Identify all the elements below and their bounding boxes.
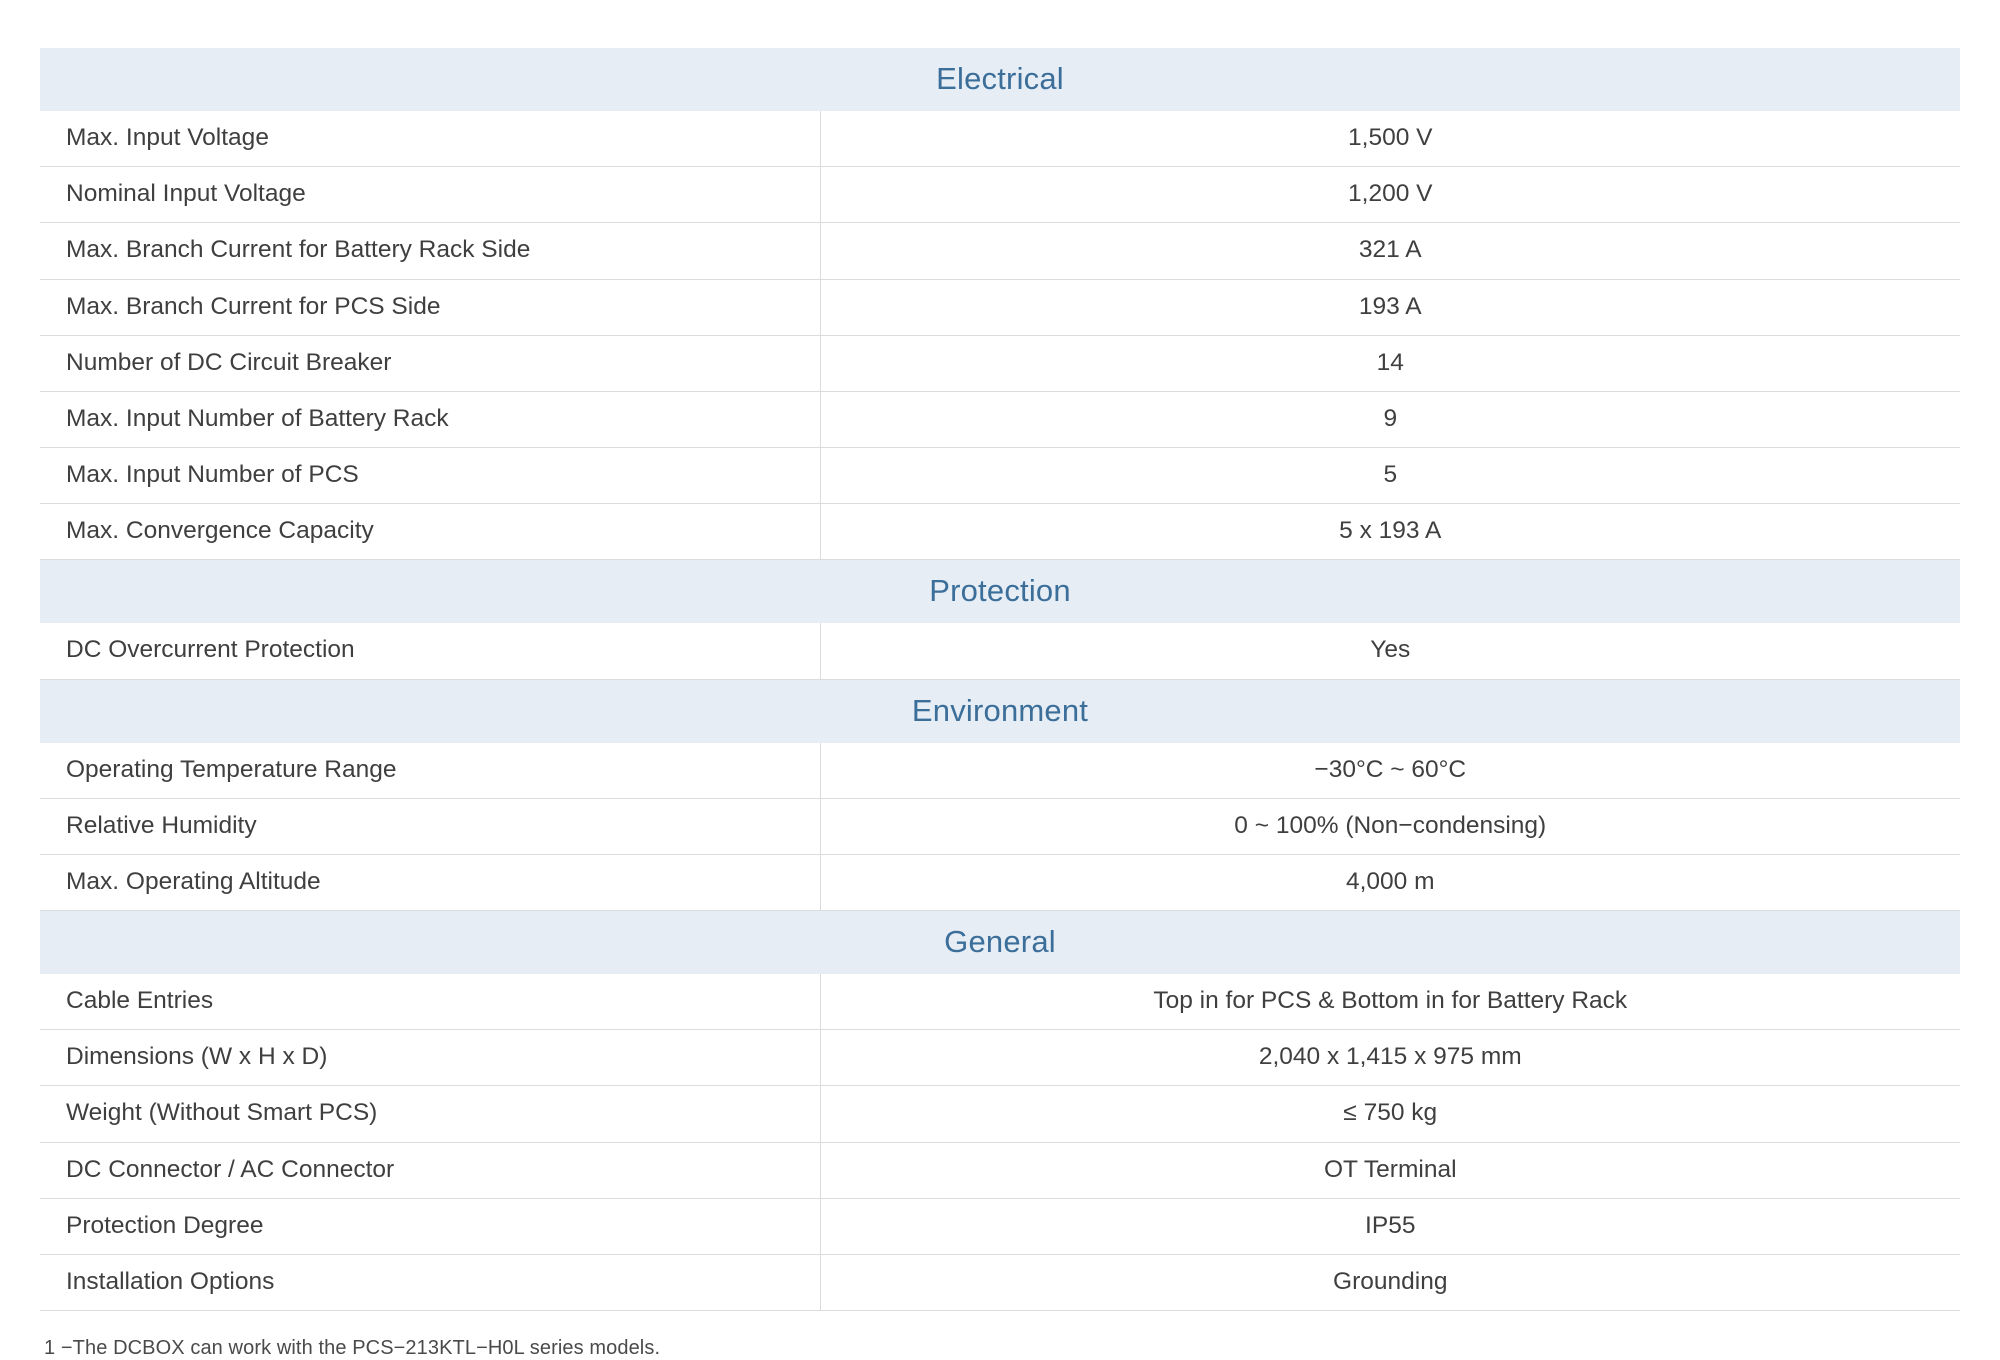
spec-label: Installation Options [40,1254,820,1310]
spec-label: Weight (Without Smart PCS) [40,1086,820,1142]
table-row [40,1254,1960,1310]
table-row [40,167,1960,223]
table-row [40,111,1960,167]
spec-value: 321 A [820,223,1960,279]
table-row [40,1142,1960,1198]
table-row [40,279,1960,335]
spec-label: Dimensions (W x H x D) [40,1030,820,1086]
spec-value: Yes [820,623,1960,679]
table-row [40,335,1960,391]
section-title: Protection [40,560,1960,624]
table-body [40,48,1960,1311]
spec-label: Cable Entries [40,974,820,1030]
table-row [40,743,1960,799]
spec-label: Max. Operating Altitude [40,854,820,910]
spec-label: Max. Input Voltage [40,111,820,167]
spec-label: Max. Input Number of PCS [40,448,820,504]
specification-table [40,48,1960,1311]
spec-label: Number of DC Circuit Breaker [40,335,820,391]
spec-value: Grounding [820,1254,1960,1310]
spec-label: Max. Input Number of Battery Rack [40,391,820,447]
table-row [40,391,1960,447]
spec-value: Top in for PCS & Bottom in for Battery Rack [820,974,1960,1030]
spec-value: 193 A [820,279,1960,335]
spec-value: IP55 [820,1198,1960,1254]
spec-label: Max. Branch Current for PCS Side [40,279,820,335]
footnote: 1 −The DCBOX can work with the PCS−213KTL−H0L series models. [44,1337,661,1360]
table-row [40,1198,1960,1254]
spec-label: Nominal Input Voltage [40,167,820,223]
section-title: Electrical [40,48,1960,111]
spec-label: DC Overcurrent Protection [40,623,820,679]
section-header-row [40,679,1960,743]
spec-label: Max. Branch Current for Battery Rack Side [40,223,820,279]
table-row [40,223,1960,279]
section-header-row [40,560,1960,624]
section-title: Environment [40,679,1960,743]
spec-label: Operating Temperature Range [40,743,820,799]
table-row [40,798,1960,854]
table-row [40,1086,1960,1142]
spec-value: OT Terminal [820,1142,1960,1198]
spec-label: Protection Degree [40,1198,820,1254]
spec-value: 0 ~ 100% (Non−condensing) [820,798,1960,854]
spec-value: 9 [820,391,1960,447]
section-header-row [40,911,1960,975]
spec-label: DC Connector / AC Connector [40,1142,820,1198]
spec-value: 1,200 V [820,167,1960,223]
spec-value: 1,500 V [820,111,1960,167]
spec-value: 2,040 x 1,415 x 975 mm [820,1030,1960,1086]
spec-value: −30°C ~ 60°C [820,743,1960,799]
table-row [40,974,1960,1030]
spec-label: Relative Humidity [40,798,820,854]
spec-value: 5 x 193 A [820,504,1960,560]
table-row [40,448,1960,504]
spec-value: 4,000 m [820,854,1960,910]
spec-value: 5 [820,448,1960,504]
spec-value: 14 [820,335,1960,391]
section-header-row [40,48,1960,111]
section-title: General [40,911,1960,975]
table-row [40,1030,1960,1086]
spec-label: Max. Convergence Capacity [40,504,820,560]
table-row [40,504,1960,560]
spec-value: ≤ 750 kg [820,1086,1960,1142]
table-row [40,854,1960,910]
table-row [40,623,1960,679]
